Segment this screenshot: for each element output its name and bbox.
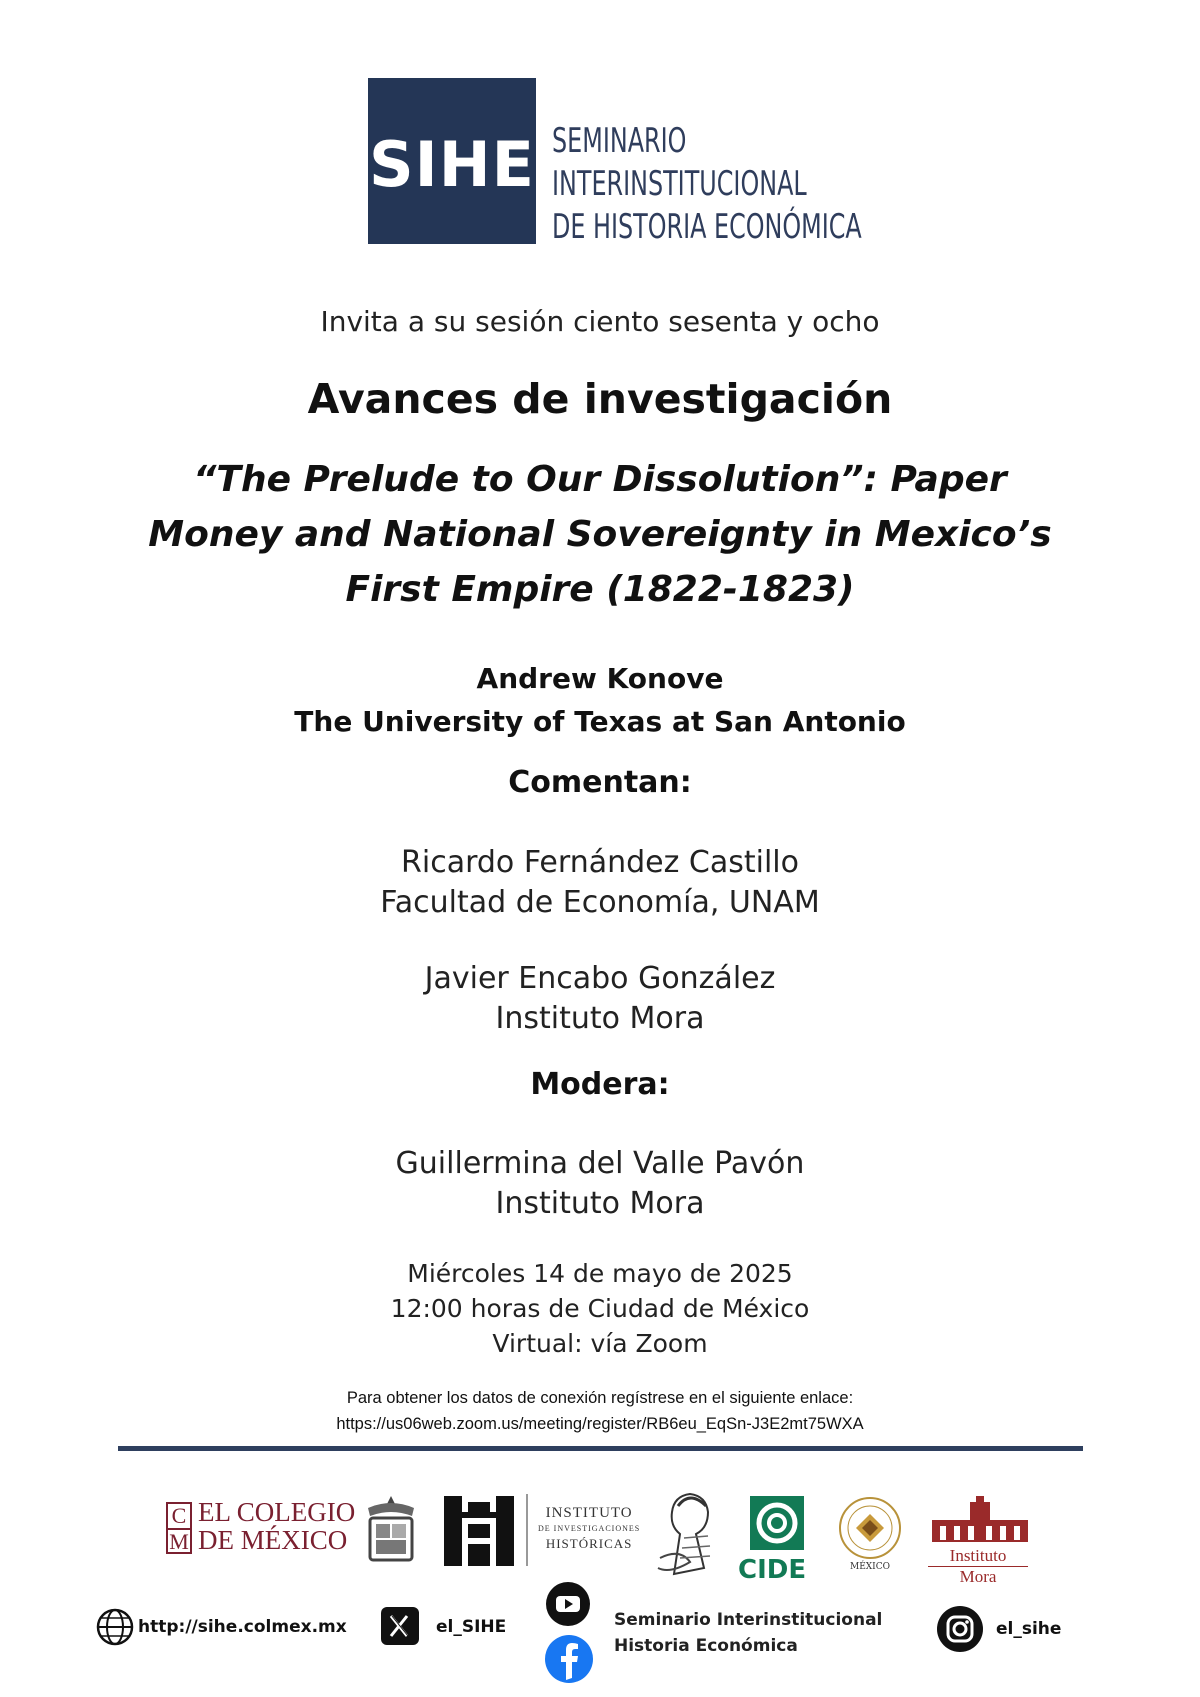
mora-logo-line: Instituto <box>949 1546 1007 1565</box>
facebook-icon[interactable] <box>544 1634 594 1684</box>
emblem-shield-icon <box>362 1494 420 1564</box>
moderator <box>0 1144 1200 1224</box>
instagram-handle[interactable]: el_sihe <box>996 1619 1062 1639</box>
invite-text: Invita a su sesión ciento sesenta y ocho <box>320 305 880 338</box>
event-info <box>0 1256 1200 1361</box>
talk-title <box>0 452 1200 617</box>
discussant-name: Ricardo Fernández Castillo <box>401 845 799 880</box>
sihe-logo-name <box>552 120 862 249</box>
mora-building-icon <box>932 1496 1028 1546</box>
event-date: Miércoles 14 de mayo de 2025 <box>407 1259 793 1288</box>
registration-text: Para obtener los datos de conexión regístrese en el siguiente enlace: <box>346 1389 854 1407</box>
talk-title-line: Money and National Sovereignty in Mexico’s <box>148 514 1052 555</box>
mora-logo-text <box>928 1546 1028 1587</box>
moderator-name: Guillermina del Valle Pavón <box>395 1146 805 1181</box>
colmex-mark-letter: M <box>169 1529 189 1554</box>
youtube-icon[interactable] <box>544 1580 592 1628</box>
mora-logo-line: Mora <box>928 1566 1028 1587</box>
event-time: 12:00 horas de Ciudad de México <box>390 1294 810 1323</box>
colmex-mark <box>166 1502 192 1554</box>
website-link[interactable]: http://sihe.colmex.mx <box>138 1617 347 1637</box>
registration <box>0 1385 1200 1437</box>
talk-title-line: First Empire (1822-1823) <box>345 569 855 610</box>
iih-logo-line: INSTITUTO <box>545 1505 633 1521</box>
discussant-name: Javier Encabo González <box>424 961 776 996</box>
sihe-logo-name-line: DE HISTORIA ECONÓMICA <box>552 207 862 247</box>
cide-logo-text: CIDE <box>738 1555 807 1585</box>
discussant-affiliation: Instituto Mora <box>495 1001 705 1036</box>
sihe-logo-name-line: INTERINSTITUCIONAL <box>552 164 807 204</box>
seminar-name <box>614 1607 882 1659</box>
event-mode: Virtual: vía Zoom <box>492 1329 708 1358</box>
iih-logo-line: DE INVESTIGACIONES <box>538 1524 641 1533</box>
iih-logo-line: HISTÓRICAS <box>545 1536 633 1551</box>
discussants-label: Comentan: <box>508 765 692 800</box>
colmex-logo-line: DE MÉXICO <box>198 1525 348 1555</box>
anahuac-country: MÉXICO <box>849 1562 890 1572</box>
registration-link[interactable]: https://us06web.zoom.us/meeting/register/RB6eu_EqSn-J3E2mt75WXA <box>336 1415 864 1433</box>
anahuac-seal-icon <box>838 1496 902 1560</box>
speaker-affiliation: The University of Texas at San Antonio <box>294 705 906 738</box>
instagram-icon[interactable] <box>936 1605 984 1653</box>
discussant-affiliation: Facultad de Economía, UNAM <box>380 885 820 920</box>
logo-divider <box>526 1494 528 1566</box>
sihe-logo-abbr: SIHE <box>369 128 535 201</box>
unam-logo-icon <box>444 1496 514 1566</box>
moderator-affiliation: Instituto Mora <box>495 1186 705 1221</box>
section-title: Avances de investigación <box>307 375 893 423</box>
seminar-name-line: Seminario Interinstitucional <box>614 1610 883 1630</box>
sihe-logo <box>368 78 536 244</box>
colmex-logo-line: EL COLEGIO <box>198 1497 356 1527</box>
moderator-label: Modera: <box>530 1067 670 1102</box>
colmex-logo <box>198 1498 355 1554</box>
colmex-mark-letter: C <box>171 1503 187 1528</box>
globe-icon <box>96 1608 134 1646</box>
speaker-block <box>0 657 1200 743</box>
x-icon[interactable] <box>380 1606 420 1646</box>
discussant-1 <box>0 843 1200 923</box>
talk-title-line: “The Prelude to Our Dissolution”: Paper <box>193 459 1007 500</box>
iih-logo <box>538 1505 640 1552</box>
speaker-name: Andrew Konove <box>476 662 724 695</box>
engraving-figure-icon <box>650 1488 730 1580</box>
sihe-logo-name-line: SEMINARIO <box>552 121 687 161</box>
cide-logo-icon <box>750 1496 804 1550</box>
divider <box>118 1446 1083 1451</box>
x-handle[interactable]: el_SIHE <box>436 1617 507 1637</box>
discussant-2 <box>0 959 1200 1039</box>
seminar-name-line: Historia Económica <box>614 1636 798 1656</box>
